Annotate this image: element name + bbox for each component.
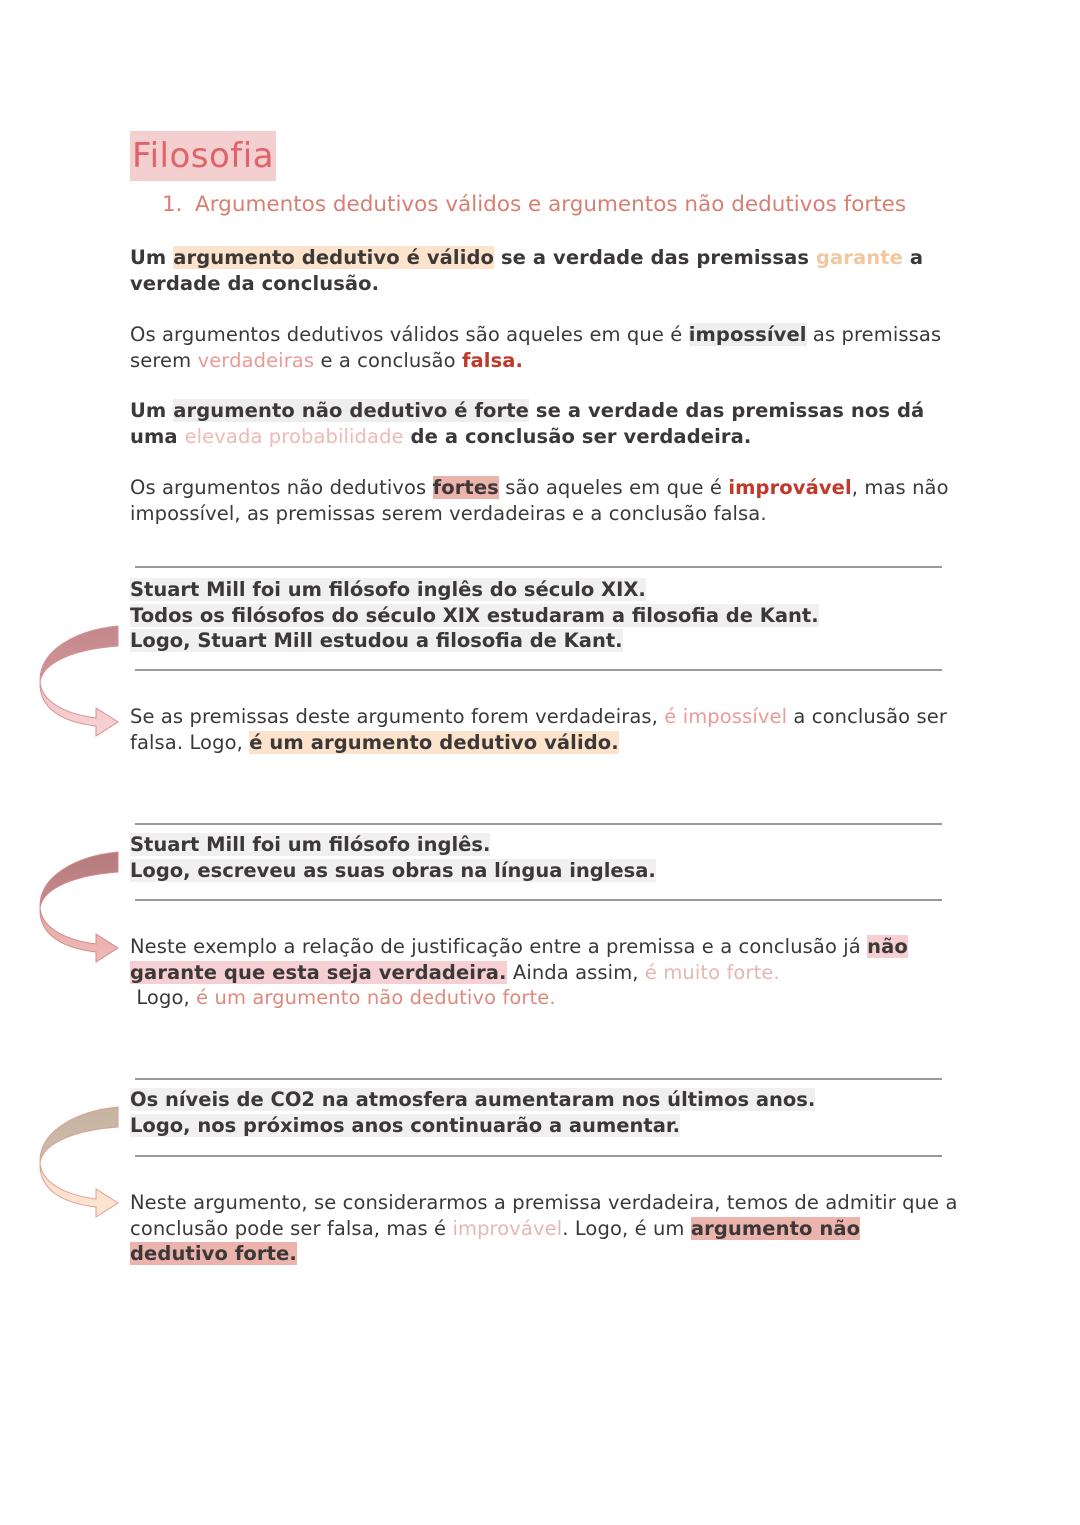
conclusion: Logo, nos próximos anos continuarão a aumentar. <box>130 1113 681 1137</box>
divider <box>135 1078 942 1080</box>
section-number: 1. <box>162 192 183 217</box>
example-3-argument <box>130 1087 815 1138</box>
text: Os argumentos dedutivos válidos são aqueles em que é <box>130 323 683 346</box>
text: são aqueles em que é <box>505 476 723 499</box>
example-3-explanation <box>130 1190 960 1267</box>
highlight-term: argumento não dedutivo é forte <box>173 399 530 422</box>
highlight-term: argumento dedutivo é válido <box>173 246 495 269</box>
emphasis-term: improvável <box>452 1216 563 1240</box>
text: a verdade da conclusão. <box>130 246 924 295</box>
page-title: Filosofia <box>130 131 276 181</box>
emphasis-term: é impossível <box>664 705 788 728</box>
text: , mas não impossível, as premissas serem verdadeiras e a conclusão falsa. <box>130 476 949 525</box>
explanation-valid-deductive <box>130 322 960 373</box>
text: Um <box>130 399 167 422</box>
emphasis-term: elevada probabilidade <box>184 424 404 448</box>
divider <box>135 1155 942 1157</box>
text: Um <box>130 246 167 269</box>
divider <box>135 669 942 671</box>
curved-arrow-icon <box>36 1103 126 1221</box>
divider <box>135 899 942 901</box>
text: Ainda assim, <box>512 960 639 984</box>
explanation-strong-nondeductive <box>130 475 960 526</box>
emphasis-term: garante <box>815 246 903 269</box>
highlight-term: fortes <box>432 476 499 499</box>
highlight-term: impossível <box>688 323 807 346</box>
premise: Stuart Mill foi um filósofo inglês do século XIX. <box>130 578 646 601</box>
example-1-argument <box>130 577 819 654</box>
premise: Os níveis de CO2 na atmosfera aumentaram nos últimos anos. <box>130 1088 816 1111</box>
text: Logo, <box>136 986 190 1009</box>
text: de a conclusão ser verdadeira. <box>410 424 752 448</box>
text: Os argumentos não dedutivos <box>130 476 427 499</box>
highlight-term: é um argumento dedutivo válido. <box>249 730 619 754</box>
premise: Stuart Mill foi um filósofo inglês. <box>130 833 491 856</box>
divider <box>135 566 942 568</box>
emphasis-term: é um argumento não dedutivo forte. <box>196 986 556 1009</box>
highlight-term: argumento não dedutivo forte. <box>130 1216 861 1265</box>
emphasis-term: é muito forte. <box>644 960 780 984</box>
definition-valid-deductive <box>130 245 960 296</box>
text: Se as premissas deste argumento forem verdadeiras, <box>130 705 658 728</box>
emphasis-term: falsa. <box>461 348 524 372</box>
highlight-term: não garante que esta seja verdadeira. <box>130 935 908 984</box>
example-2-explanation <box>130 934 960 1011</box>
text: Neste exemplo a relação de justificação entre a premissa e a conclusão já <box>130 935 861 958</box>
text: se a verdade das premissas <box>500 246 810 269</box>
conclusion: Logo, escreveu as suas obras na língua inglesa. <box>130 858 656 882</box>
conclusion: Logo, Stuart Mill estudou a filosofia de Kant. <box>130 629 623 652</box>
example-1-explanation <box>130 704 960 755</box>
text: Neste argumento, se considerarmos a premissa verdadeira, temos de admitir que a conclusão pode ser falsa, mas é <box>130 1191 958 1240</box>
text: as premissas serem <box>130 323 942 372</box>
section-heading <box>162 190 906 220</box>
divider <box>135 823 942 825</box>
emphasis-term: verdadeiras <box>197 348 315 372</box>
text: . Logo, é um <box>562 1216 685 1240</box>
emphasis-term: improvável <box>728 476 852 499</box>
definition-strong-nondeductive <box>130 398 960 449</box>
example-2-argument <box>130 832 656 883</box>
curved-arrow-icon <box>36 622 126 740</box>
premise: Todos os filósofos do século XIX estudaram a filosofia de Kant. <box>130 603 819 627</box>
section-heading-text: Argumentos dedutivos válidos e argumentos não dedutivos fortes <box>195 192 907 217</box>
curved-arrow-icon <box>36 848 126 966</box>
text: se a verdade das premissas nos dá uma <box>130 399 925 448</box>
text: a conclusão ser falsa. Logo, <box>130 705 947 754</box>
text: e a conclusão <box>320 348 456 372</box>
